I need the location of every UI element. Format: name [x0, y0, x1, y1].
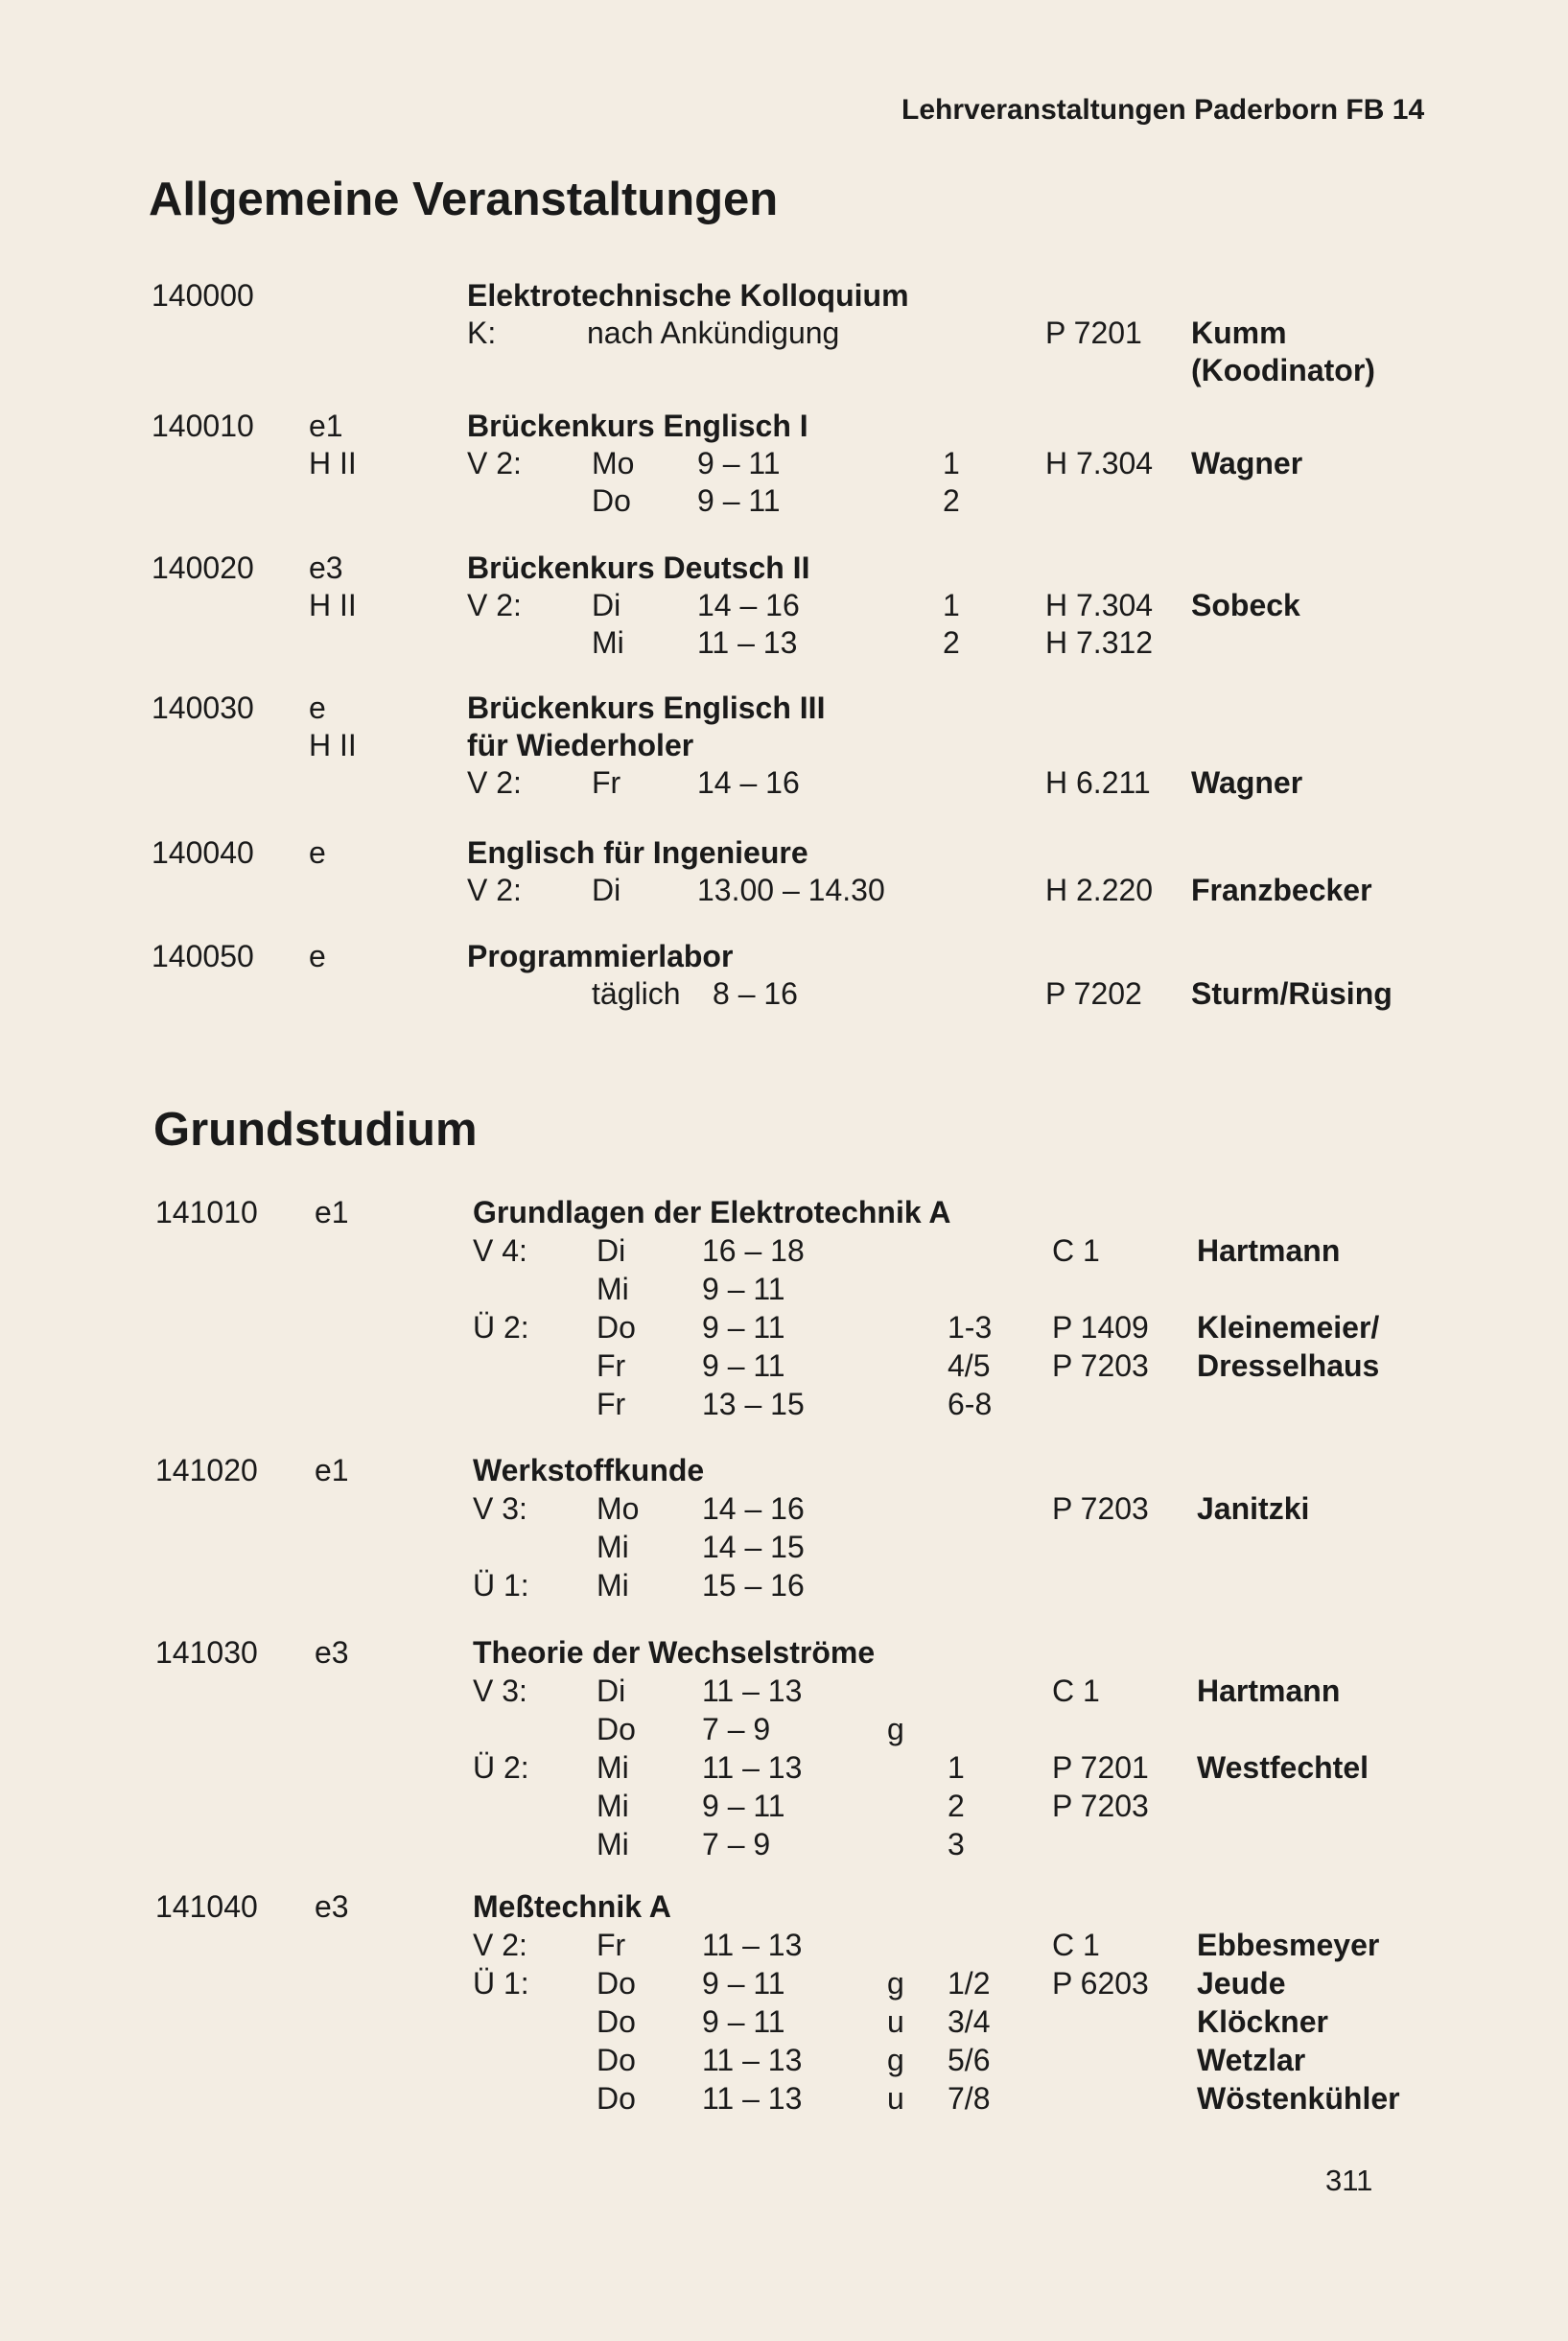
session-room: H 7.312 [1045, 625, 1154, 660]
course-type-code: e1 [315, 1195, 349, 1229]
course-type-code: e3 [309, 550, 343, 585]
course-title: Meßtechnik A [473, 1889, 671, 1924]
session-type: V 2: [467, 765, 522, 800]
session-group: 1 [943, 588, 960, 622]
course-type-code: e [309, 691, 326, 725]
session-time: 9 – 11 [697, 446, 781, 480]
session-time: 9 – 11 [697, 483, 781, 518]
session-time: 11 – 13 [702, 1750, 803, 1785]
session-day: nach Ankündigung [587, 316, 840, 350]
session-time: 7 – 9 [702, 1712, 771, 1746]
course-title: Brückenkurs Englisch I [467, 409, 808, 443]
session-day: Mi [592, 625, 624, 660]
session-lecturer: Ebbesmeyer [1197, 1928, 1380, 1962]
session-lecturer: Kumm [1191, 316, 1287, 350]
session-lecturer: Wagner [1191, 765, 1303, 800]
session-flag: g [887, 2043, 904, 2077]
course-type-code: e [309, 835, 326, 870]
course-title: Brückenkurs Deutsch II [467, 550, 810, 585]
course-title: Werkstoffkunde [473, 1453, 705, 1487]
session-type: V 3: [473, 1491, 527, 1526]
page-number: 311 [1325, 2164, 1373, 2197]
session-type: Ü 2: [473, 1750, 529, 1785]
session-room: H 2.220 [1045, 873, 1154, 907]
session-time: 11 – 13 [697, 625, 798, 660]
session-group: 4/5 [948, 1348, 991, 1383]
course-type-code: e1 [315, 1453, 349, 1487]
session-group: 5/6 [948, 2043, 991, 2077]
session-type: V 2: [467, 588, 522, 622]
session-day: Di [592, 873, 621, 907]
session-day: Di [597, 1233, 626, 1268]
session-flag: u [887, 2004, 904, 2039]
session-time: 14 – 16 [697, 765, 800, 800]
session-lecturer: Kleinemeier/ [1197, 1310, 1380, 1345]
session-flag: g [887, 1712, 904, 1746]
course-type-code-secondary: H II [309, 446, 357, 480]
session-day: Di [592, 588, 621, 622]
session-group: 2 [943, 625, 960, 660]
session-time: 9 – 11 [702, 1789, 785, 1823]
session-type: V 3: [473, 1674, 527, 1708]
running-head: Lehrveranstaltungen Paderborn FB 14 [901, 94, 1425, 126]
session-time: 11 – 13 [702, 2081, 803, 2116]
session-day: Fr [597, 1928, 626, 1962]
session-time: 9 – 11 [702, 1310, 785, 1345]
session-lecturer: Hartmann [1197, 1233, 1341, 1268]
session-group: 1-3 [948, 1310, 993, 1345]
session-lecturer: Westfechtel [1197, 1750, 1369, 1785]
course-number: 141040 [155, 1889, 258, 1924]
session-day: Do [597, 1310, 636, 1345]
session-day: Do [597, 2081, 636, 2116]
session-lecturer: Hartmann [1197, 1674, 1341, 1708]
session-group: 3/4 [948, 2004, 991, 2039]
session-day: Mi [597, 1272, 629, 1306]
session-day: Mi [597, 1568, 629, 1603]
session-type: V 4: [473, 1233, 527, 1268]
session-day: Fr [597, 1387, 626, 1421]
course-title: Theorie der Wechselströme [473, 1635, 876, 1670]
session-day: Do [592, 483, 631, 518]
session-type: V 2: [467, 873, 522, 907]
session-type: V 2: [473, 1928, 527, 1962]
course-type-code-secondary: H II [309, 728, 357, 762]
session-time: 14 – 16 [697, 588, 800, 622]
session-lecturer: Wagner [1191, 446, 1303, 480]
session-room: H 7.304 [1045, 588, 1154, 622]
course-number: 141010 [155, 1195, 258, 1229]
course-type-code: e3 [315, 1889, 349, 1924]
session-lecturer: Janitzki [1197, 1491, 1310, 1526]
course-number: 141020 [155, 1453, 258, 1487]
course-type-code: e1 [309, 409, 343, 443]
course-number: 141030 [155, 1635, 258, 1670]
session-time: 13.00 – 14.30 [697, 873, 885, 907]
session-lecturer: (Koodinator) [1191, 353, 1375, 387]
session-day: Do [597, 1712, 636, 1746]
session-group: 2 [948, 1789, 965, 1823]
course-title: für Wiederholer [467, 728, 694, 762]
session-type: V 2: [467, 446, 522, 480]
course-title: Brückenkurs Englisch III [467, 691, 826, 725]
session-group: 1 [948, 1750, 965, 1785]
session-room: P 7201 [1045, 316, 1142, 350]
session-room: P 1409 [1052, 1310, 1149, 1345]
session-room: P 6203 [1052, 1966, 1149, 2001]
session-time: 15 – 16 [702, 1568, 805, 1603]
session-room: P 7203 [1052, 1789, 1149, 1823]
session-room: P 7203 [1052, 1491, 1149, 1526]
session-day: Mi [597, 1789, 629, 1823]
session-flag: u [887, 2081, 904, 2116]
session-lecturer: Dresselhaus [1197, 1348, 1380, 1383]
session-type: K: [467, 316, 497, 350]
session-time: 7 – 9 [702, 1827, 771, 1861]
session-time: 9 – 11 [702, 1966, 785, 2001]
session-room: P 7201 [1052, 1750, 1149, 1785]
session-group: 1 [943, 446, 960, 480]
session-day: Mi [597, 1530, 629, 1564]
session-time: 14 – 15 [702, 1530, 805, 1564]
session-time: 9 – 11 [702, 2004, 785, 2039]
session-day: Mo [597, 1491, 640, 1526]
course-title: Programmierlabor [467, 939, 734, 973]
session-day: täglich [592, 976, 681, 1011]
session-day: Do [597, 2004, 636, 2039]
session-group: 1/2 [948, 1966, 991, 2001]
course-number: 140020 [152, 550, 254, 585]
course-number: 140000 [152, 278, 254, 313]
session-room: P 7202 [1045, 976, 1142, 1011]
session-lecturer: Klöckner [1197, 2004, 1328, 2039]
session-room: C 1 [1052, 1928, 1100, 1962]
session-room: H 7.304 [1045, 446, 1154, 480]
section-title-grundstudium: Grundstudium [153, 1104, 478, 1156]
course-number: 140040 [152, 835, 254, 870]
session-time: 13 – 15 [702, 1387, 805, 1421]
session-type: Ü 2: [473, 1310, 529, 1345]
session-group: 6-8 [948, 1387, 993, 1421]
course-type-code: e3 [315, 1635, 349, 1670]
session-day: Mi [597, 1827, 629, 1861]
course-title: Englisch für Ingenieure [467, 835, 808, 870]
session-day: Mi [597, 1750, 629, 1785]
session-room: P 7203 [1052, 1348, 1149, 1383]
session-group: 2 [943, 483, 960, 518]
session-lecturer: Sturm/Rüsing [1191, 976, 1392, 1011]
session-day: Di [597, 1674, 626, 1708]
session-day: Do [597, 1966, 636, 2001]
session-room: C 1 [1052, 1674, 1100, 1708]
session-lecturer: Wöstenkühler [1197, 2081, 1400, 2116]
course-title: Elektrotechnische Kolloquium [467, 278, 909, 313]
session-day: Do [597, 2043, 636, 2077]
course-type-code: e [309, 939, 326, 973]
section-title-allgemeine: Allgemeine Veranstaltungen [149, 174, 779, 225]
session-time: 11 – 13 [702, 2043, 803, 2077]
course-type-code-secondary: H II [309, 588, 357, 622]
session-room: H 6.211 [1045, 765, 1151, 800]
session-lecturer: Jeude [1197, 1966, 1286, 2001]
course-title: Grundlagen der Elektrotechnik A [473, 1195, 951, 1229]
session-time: 11 – 13 [702, 1928, 803, 1962]
course-number: 140010 [152, 409, 254, 443]
session-group: 7/8 [948, 2081, 991, 2116]
course-number: 140050 [152, 939, 254, 973]
session-type: Ü 1: [473, 1568, 529, 1603]
session-time: 11 – 13 [702, 1674, 803, 1708]
session-day: Fr [592, 765, 621, 800]
session-lecturer: Sobeck [1191, 588, 1300, 622]
course-number: 140030 [152, 691, 254, 725]
session-room: C 1 [1052, 1233, 1100, 1268]
session-time: 16 – 18 [702, 1233, 805, 1268]
session-flag: g [887, 1966, 904, 2001]
session-time: 8 – 16 [713, 976, 798, 1011]
session-day: Mo [592, 446, 635, 480]
session-group: 3 [948, 1827, 965, 1861]
session-lecturer: Wetzlar [1197, 2043, 1306, 2077]
session-day: Fr [597, 1348, 626, 1383]
session-time: 9 – 11 [702, 1348, 785, 1383]
session-time: 14 – 16 [702, 1491, 805, 1526]
session-lecturer: Franzbecker [1191, 873, 1372, 907]
session-type: Ü 1: [473, 1966, 529, 2001]
session-time: 9 – 11 [702, 1272, 785, 1306]
